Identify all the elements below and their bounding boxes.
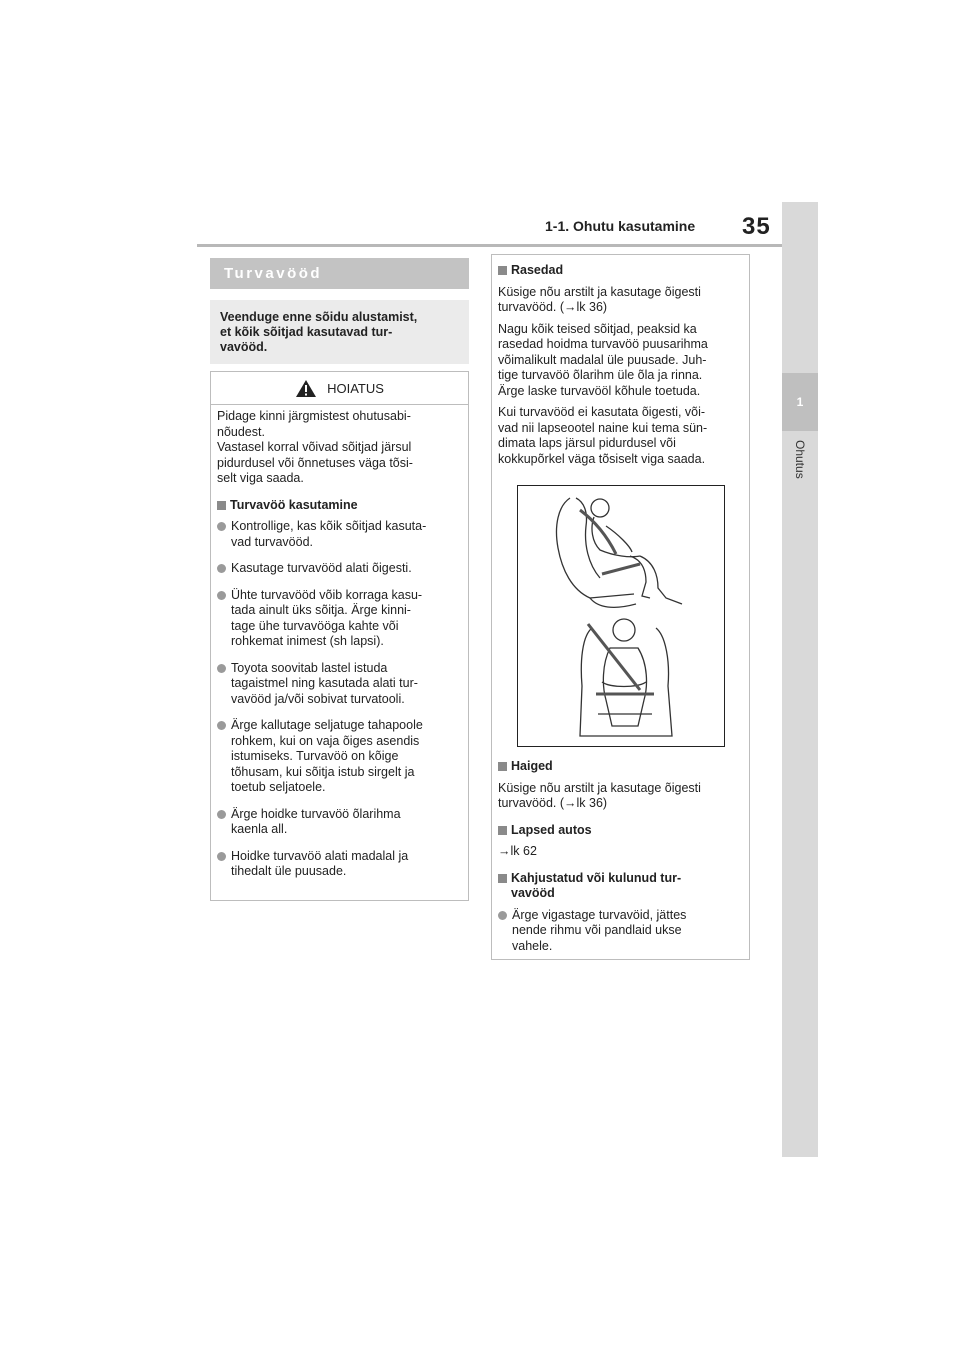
seatbelt-illustration (517, 485, 725, 747)
warning-title: HOIATUS (327, 380, 384, 396)
bullet-dot-icon (217, 591, 226, 600)
bullet-dot-icon (217, 564, 226, 573)
subheading (498, 823, 743, 839)
text-line: Kasutage turvavööd alati õigesti. (231, 561, 412, 575)
paragraph (498, 405, 743, 467)
text-line: turvavööd. (→lk 36) (498, 796, 608, 810)
subheading-text: Rasedad (511, 263, 564, 277)
subheading-text: Lapsed autos (511, 822, 592, 837)
subheading-text: Haiged (511, 759, 553, 773)
bullet-dot-icon (217, 852, 226, 861)
page-reference: →lk 62 (498, 844, 537, 858)
header-rule (197, 244, 782, 247)
text-line: Küsige nõu arstilt ja kasutage õigesti (498, 780, 701, 795)
list-item (217, 588, 462, 650)
text-line: vad turvavööd. (231, 534, 313, 549)
list-item (217, 661, 462, 708)
text-line: Ärge hoidke turvavöö õlarihma (231, 806, 401, 821)
text-line: dimata laps järsul pidurdusel või (498, 436, 676, 450)
section-intro (210, 300, 469, 364)
text-line: Nagu kõik teised sõitjad, peaksid ka (498, 321, 697, 336)
text-line: kokkupõrkel väga tõsiselt viga saada. (498, 451, 706, 466)
text-line: tage ühe turvavööga kahte või (231, 618, 399, 633)
text-line: rasedad hoidma turvavöö puusarihma (498, 337, 708, 351)
text-line: vad nii lapseootel naine kui tema sün- (498, 420, 708, 435)
list-item (217, 718, 462, 796)
list-item (217, 849, 462, 880)
paragraph (498, 781, 743, 812)
warning-intro (217, 409, 462, 487)
text-line: tagaistmel ning kasutada alati tur- (231, 676, 418, 690)
text-line: Ühte turvavööd võib korraga kasu- (231, 587, 423, 602)
intro-line: Veenduge enne sõidu alustamist, (220, 310, 418, 324)
warning-triangle-icon (295, 379, 317, 398)
text-line: rohkem, kui on vaja õiges asendis (231, 733, 420, 748)
text-line: vavööd (511, 886, 555, 900)
pregnant-seatbelt-drawing (518, 486, 724, 746)
text-line: rohkemat inimest (sh lapsi). (231, 634, 384, 648)
text-line: vavööd ja/või sobivat turvatooli. (231, 691, 405, 706)
warning-box (210, 371, 469, 901)
text-line: Küsige nõu arstilt ja kasutage õigesti (498, 284, 701, 299)
text-line: vahele. (512, 938, 553, 953)
chapter-header: 1-1. Ohutu kasutamine (545, 218, 696, 234)
warning-header (211, 372, 468, 405)
paragraph (498, 285, 743, 316)
subheading (498, 871, 743, 902)
square-bullet-icon (217, 501, 226, 510)
bullet-dot-icon (217, 664, 226, 673)
chapter-tab-number: 1 (782, 373, 818, 431)
text-line: tada ainult üks sõitja. Ärge kinni- (231, 603, 411, 617)
text-line: selt viga saada. (217, 471, 304, 485)
text-line: toetub seljatoele. (231, 780, 326, 794)
text-line: Ärge laske turvavööl kõhule toetuda. (498, 383, 701, 398)
text-line: nende rihmu või pandlaid ukse (512, 923, 682, 937)
text-line: Toyota soovitab lastel istuda (231, 660, 388, 675)
text-line: Kontrollige, kas kõik sõitjad kasuta- (231, 519, 427, 533)
text-line: tige turvavöö õlarihm üle õla ja rinna. (498, 368, 703, 382)
bullet-dot-icon (217, 721, 226, 730)
text-line: pidurdusel või õnnetuses väga tõsi- (217, 455, 413, 470)
subheading-text: Turvavöö kasutamine (230, 497, 358, 512)
list-item (217, 561, 462, 577)
list-item (217, 807, 462, 838)
text-line: Ärge vigastage turvavöid, jättes (512, 907, 687, 922)
text-line: istumiseks. Turvavöö on kõige (231, 749, 399, 763)
text-line: turvavööd. (→lk 36) (498, 300, 608, 314)
subheading (498, 263, 743, 279)
paragraph (498, 322, 743, 400)
right-column-box (491, 254, 750, 960)
intro-line: et kõik sõitjad kasutavad tur- (220, 325, 393, 339)
text-line: Pidage kinni järgmistest ohutusabi- (217, 409, 411, 423)
text-line: tihedalt üle puusade. (231, 864, 347, 878)
bullet-dot-icon (217, 810, 226, 819)
text-line: võimalikult madalal üle puusade. Juh- (498, 352, 707, 367)
text-line: Hoidke turvavöö alati madalal ja (231, 848, 409, 863)
bullet-dot-icon (217, 522, 226, 531)
chapter-side-tab (782, 202, 818, 1157)
square-bullet-icon (498, 266, 507, 275)
text-line: Kahjustatud või kulunud tur- (511, 870, 682, 885)
subheading (217, 498, 462, 514)
subheading (498, 759, 743, 775)
bullet-dot-icon (498, 911, 507, 920)
text-line: Vastasel korral võivad sõitjad järsul (217, 440, 412, 454)
text-line: tõhusam, kui sõitja istub sirgelt ja (231, 764, 415, 779)
page-number: 35 (742, 213, 771, 240)
square-bullet-icon (498, 874, 507, 883)
list-item (217, 519, 462, 550)
text-line: nõudest. (217, 424, 265, 439)
intro-line: vavööd. (220, 340, 268, 354)
chapter-tab-label: Ohutus (793, 440, 807, 479)
text-line: Kui turvavööd ei kasutata õigesti, või- (498, 405, 706, 419)
square-bullet-icon (498, 762, 507, 771)
text-line: Ärge kallutage seljatuge tahapoole (231, 718, 423, 732)
section-title: Turvavööd (210, 258, 469, 289)
list-item (498, 908, 743, 955)
text-line: kaenla all. (231, 822, 288, 836)
square-bullet-icon (498, 826, 507, 835)
